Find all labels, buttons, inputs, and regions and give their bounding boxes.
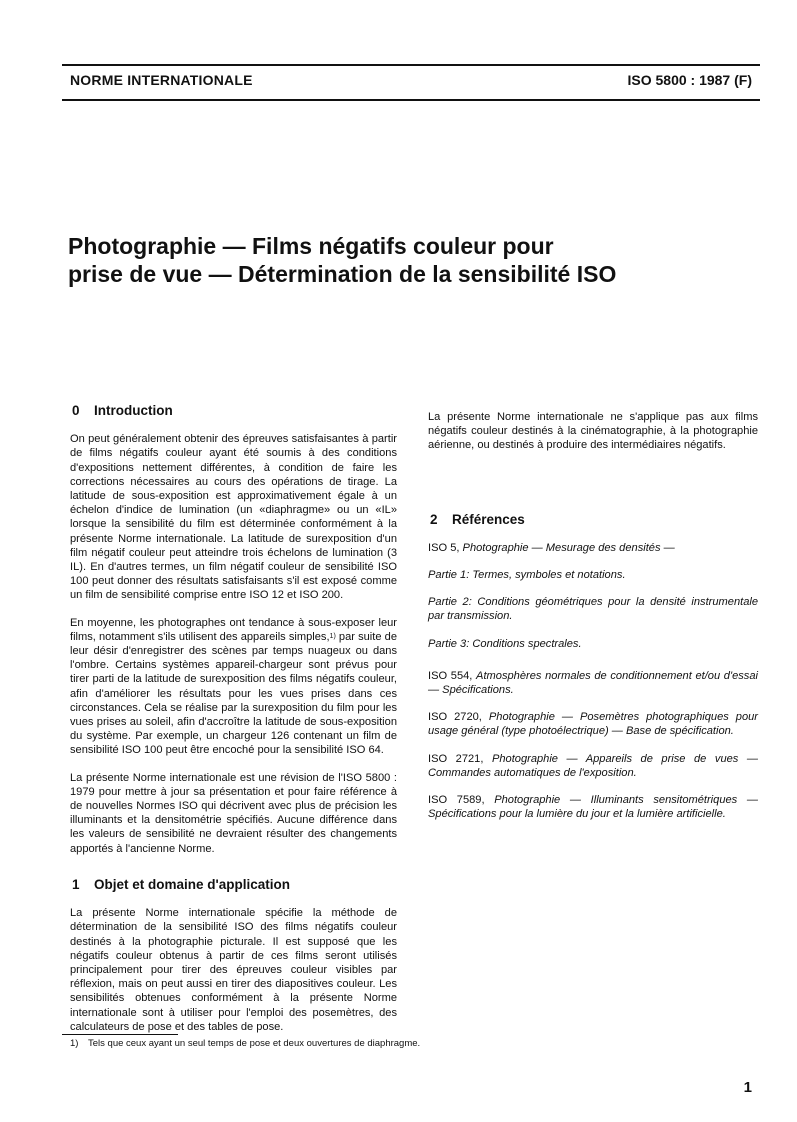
footnote-text: Tels que ceux ayant un seul temps de pose et deux ouvertures de diaphragme. — [88, 1038, 421, 1049]
footnote-reference: 1) — [329, 632, 336, 640]
introduction-paragraph: La présente Norme internationale est une révision de l'ISO 5800 : 1979 pour mettre à jour sa présentation et pour faire référence à de nouvelles Normes ISO qui décrivent avec plus de précision les illuminants et la densitométrie spécifiés. Aucune différence dans les valeurs de sensibilité ne devraient résulter des changements apportés à l'ancienne Norme. — [70, 771, 397, 855]
title-line-1: Photographie — Films négatifs couleur pour — [68, 233, 554, 259]
footnote — [70, 1038, 420, 1049]
footnote-rule — [62, 1034, 178, 1035]
reference-subpart: Partie 3: Conditions spectrales. — [428, 637, 582, 650]
reference-entry: ISO 7589, Photographie — Illuminants sensitométriques — Spécifications pour la lumière du jour et la lumière artificielle. — [428, 794, 758, 821]
section-number: 1 — [72, 876, 80, 892]
document-type-label: NORME INTERNATIONALE — [70, 72, 253, 88]
page-number: 1 — [743, 1079, 752, 1096]
footnote-mark: 1) — [70, 1038, 79, 1049]
section-title: Références — [452, 511, 525, 527]
reference-subpart: Partie 2: Conditions géométriques pour la densité instrumentale par transmission. — [428, 596, 758, 623]
right-column — [428, 410, 758, 834]
left-column — [70, 404, 397, 1047]
header-bottom-rule — [62, 99, 760, 101]
reference-entry: ISO 2720, Photographie — Posemètres photographiques pour usage général (type photoélectrique) — Base de spécification. — [428, 711, 758, 738]
reference-entry: ISO 2721, Photographie — Appareils de prise de vues — Commandes automatiques de l'exposition. — [428, 752, 758, 779]
introduction-paragraph: On peut généralement obtenir des épreuves satisfaisantes à partir de films négatifs couleur ayant été soumis à des conditions d'expositions nettement différentes, à condition de faire les corrections nécessaires au cours des opérations de tirage. La latitude de sous-exposition est approximativement égale à un échelon d'indice de lumination (un «diaphragme» ou un «IL» lorsque la sensibilité du film est déterminée conformément à la présente Norme internationale. La latitude de surexposition d'un film négatif couleur peut atteindre trois échelons de lumination (3 IL). En d'autres termes, un film négatif couleur de sensibilité ISO 100 peut donner des résultats satisfaisants s'il est exposé comme un film de sensibilité comprise entre ISO 12 et ISO 200. — [70, 433, 397, 602]
standard-reference: ISO 5800 : 1987 (F) — [627, 72, 752, 88]
section-number: 0 — [72, 403, 80, 418]
scope-paragraph: La présente Norme internationale ne s'applique pas aux films négatifs couleur destinés à la cinématographie, à la photographie aérienne, ou destinés à produire des intermédiaires négatifs. — [428, 411, 758, 452]
title-line-2: prise de vue — Détermination de la sensibilité ISO — [68, 261, 617, 287]
section-title: Introduction — [94, 403, 173, 418]
reference-subpart: Partie 1: Termes, symboles et notations. — [428, 569, 626, 582]
section-number: 2 — [430, 511, 438, 527]
header-top-rule — [62, 64, 760, 66]
section-1-heading — [72, 878, 397, 892]
section-title: Objet et domaine d'application — [94, 876, 290, 892]
document-title — [68, 232, 728, 288]
section-0-heading — [72, 404, 397, 418]
scope-paragraph: La présente Norme internationale spécifie la méthode de détermination de la sensibilité ISO des films négatifs couleur destinés à la photographie picturale. Il est supposé que les négatifs couleur obtenus à partir de ces films seront utilisés principalement pour tirer des épreuves couleur visibles par réflexion, mais on peut aussi en tirer des diapositives couleur. Les sensibilités obtenues conformément à la présente Norme internationale sont à utiliser pour l'emploi des posemètres, des calculateurs de pose et des tables de pose. — [70, 907, 397, 1033]
introduction-paragraph: En moyenne, les photographes ont tendance à sous-exposer leur films, notamment s'ils utilisent des appareils simples,$^{1)}$ par suite de leur désir d'enregistrer des scènes par temps nuageux ou dans l'ombre. Certains systèmes appareil-chargeur sont prévus pour tirer parti de la latitude de surexposition des films négatifs couleur, afin d'améliorer les résultats pour les vues prises dans ces circonstances. Cela se réalise par la surexposition du film pour les vues prises au soleil, afin d'accroître la latitude de sous-exposition du système. Par exemple, un chargeur 126 contenant un film de sensibilité ISO 100 peut être encoché pour la sensibilité ISO 64. — [70, 616, 397, 757]
reference-entry: ISO 554, Atmosphères normales de conditionnement et/ou d'essai — Spécifications. — [428, 669, 758, 697]
section-2-heading — [430, 513, 758, 527]
reference-entry: ISO 5, Photographie — Mesurage des densités — — [428, 541, 675, 554]
